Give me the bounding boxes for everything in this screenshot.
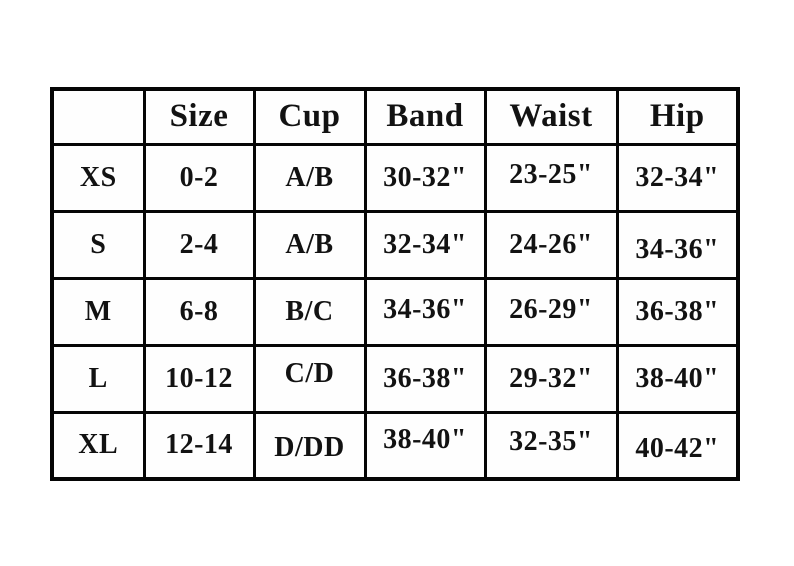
hip-cell: 38-40" bbox=[617, 345, 738, 412]
header-cell-size: Size bbox=[144, 89, 254, 144]
cup-cell: D/DD bbox=[254, 412, 365, 479]
row-label-cell: XS bbox=[52, 144, 144, 211]
hip-cell: 40-42" bbox=[617, 412, 738, 479]
row-label-cell: S bbox=[52, 211, 144, 278]
table-row-xl bbox=[52, 412, 738, 479]
table-row-l bbox=[52, 345, 738, 412]
waist-cell: 29-32" bbox=[485, 345, 617, 412]
band-cell: 38-40" bbox=[365, 412, 485, 479]
header-cell-cup: Cup bbox=[254, 89, 365, 144]
band-cell: 34-36" bbox=[365, 278, 485, 345]
size-cell: 12-14 bbox=[144, 412, 254, 479]
band-cell: 32-34" bbox=[365, 211, 485, 278]
header-cell-blank bbox=[52, 89, 144, 144]
band-cell: 30-32" bbox=[365, 144, 485, 211]
hip-cell: 36-38" bbox=[617, 278, 738, 345]
header-cell-hip: Hip bbox=[617, 89, 738, 144]
header-row bbox=[52, 89, 738, 144]
cup-cell: B/C bbox=[254, 278, 365, 345]
waist-cell: 32-35" bbox=[485, 412, 617, 479]
hip-cell: 32-34" bbox=[617, 144, 738, 211]
size-cell: 10-12 bbox=[144, 345, 254, 412]
size-cell: 2-4 bbox=[144, 211, 254, 278]
hip-cell: 34-36" bbox=[617, 211, 738, 278]
row-label-cell: M bbox=[52, 278, 144, 345]
waist-cell: 24-26" bbox=[485, 211, 617, 278]
cup-cell: A/B bbox=[254, 211, 365, 278]
header-cell-waist: Waist bbox=[485, 89, 617, 144]
cup-cell: C/D bbox=[254, 345, 365, 412]
table-row-m bbox=[52, 278, 738, 345]
size-cell: 0-2 bbox=[144, 144, 254, 211]
cup-cell: A/B bbox=[254, 144, 365, 211]
row-label-cell: L bbox=[52, 345, 144, 412]
table-row-xs bbox=[52, 144, 738, 211]
header-cell-band: Band bbox=[365, 89, 485, 144]
waist-cell: 26-29" bbox=[485, 278, 617, 345]
size-cell: 6-8 bbox=[144, 278, 254, 345]
table-row-s bbox=[52, 211, 738, 278]
band-cell: 36-38" bbox=[365, 345, 485, 412]
row-label-cell: XL bbox=[52, 412, 144, 479]
waist-cell: 23-25" bbox=[485, 144, 617, 211]
size-chart-table bbox=[50, 87, 740, 481]
